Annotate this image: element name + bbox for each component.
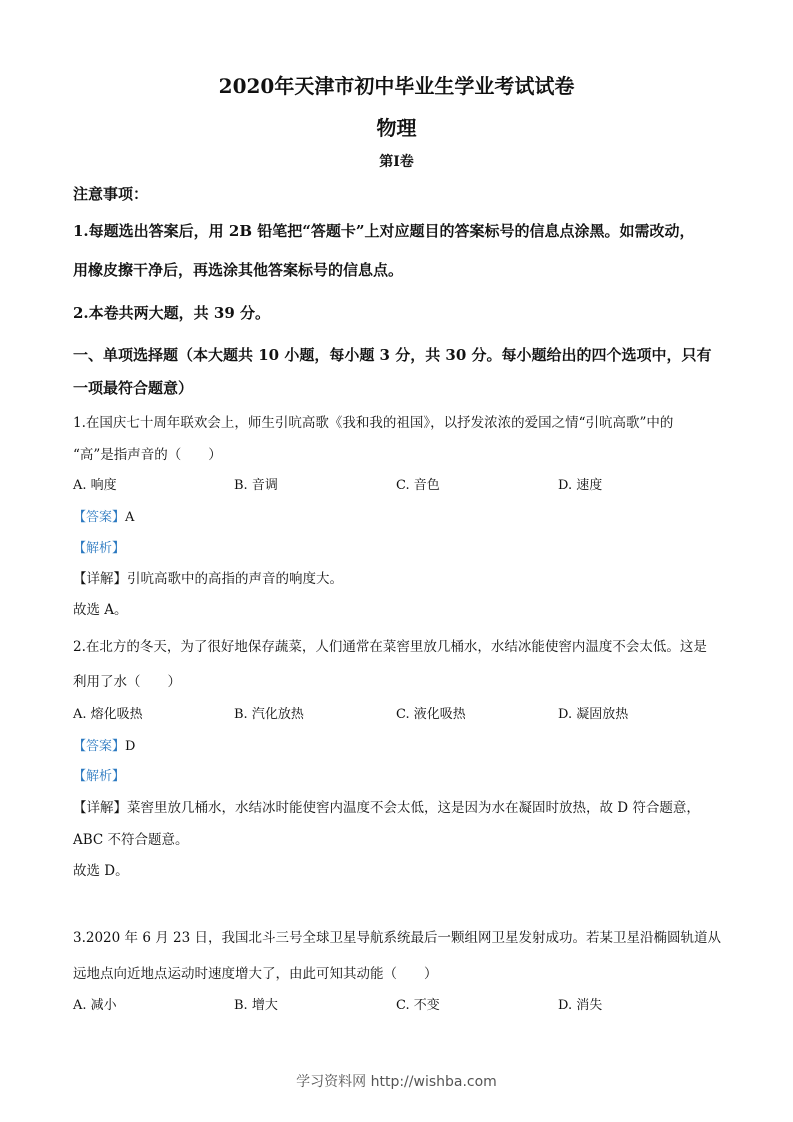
q1-option-a: A. 响度 bbox=[73, 478, 117, 493]
q3-option-c: C. 不变 bbox=[396, 998, 440, 1013]
q2-conclusion: 故选 D。 bbox=[73, 863, 129, 879]
q3-option-d: D. 消失 bbox=[558, 998, 603, 1013]
answer-tag: 【答案】 bbox=[73, 510, 126, 525]
q2-detail-line-2: ABC 不符合题意。 bbox=[73, 832, 189, 848]
q1-analysis-tag: 【解析】 bbox=[73, 541, 126, 556]
footer-watermark: 学习资料网 http://wishba.com bbox=[296, 1074, 497, 1090]
part-title: 第Ⅰ卷 bbox=[379, 154, 414, 170]
notice-item-1-line-1: 1.每题选出答案后，用 2B 铅笔把“答题卡”上对应题目的答案标号的信息点涂黑。如需改动， bbox=[73, 222, 695, 240]
q1-detail: 【详解】引吭高歌中的高指的声音的响度大。 bbox=[73, 571, 343, 587]
q1-answer bbox=[73, 506, 134, 525]
q1-conclusion: 故选 A。 bbox=[73, 602, 128, 618]
q1-option-d: D. 速度 bbox=[558, 478, 603, 493]
q3-stem-line-1: 3.2020 年 6 月 23 日，我国北斗三号全球卫星导航系统最后一颗组网卫星发射成功。若某卫星沿椭圆轨道从 bbox=[73, 930, 721, 946]
q1-option-b: B. 音调 bbox=[234, 478, 278, 493]
q3-option-b: B. 增大 bbox=[234, 998, 278, 1013]
q3-stem-line-2: 远地点向近地点运动时速度增大了，由此可知其动能（ ） bbox=[73, 966, 438, 982]
q2-option-c: C. 液化吸热 bbox=[396, 707, 466, 722]
notice-item-2: 2.本卷共两大题，共 39 分。 bbox=[73, 304, 270, 322]
q1-stem-line-1: 1.在国庆七十周年联欢会上，师生引吭高歌《我和我的祖国》，以抒发浓浓的爱国之情“引吭高歌”中的 bbox=[73, 415, 674, 431]
q1-stem-line-2: “高”是指声音的（ ） bbox=[73, 447, 222, 463]
q2-analysis-tag: 【解析】 bbox=[73, 769, 126, 784]
q2-option-d: D. 凝固放热 bbox=[558, 707, 629, 722]
answer-value: D bbox=[125, 739, 136, 754]
q2-answer bbox=[73, 735, 135, 754]
q2-stem-line-1: 2.在北方的冬天，为了很好地保存蔬菜，人们通常在菜窖里放几桶水，水结冰能使窖内温度不会太低。这是 bbox=[73, 639, 707, 655]
notice-item-1-line-2: 用橡皮擦干净后，再选涂其他答案标号的信息点。 bbox=[73, 261, 404, 279]
q2-option-a: A. 熔化吸热 bbox=[73, 707, 143, 722]
answer-value: A bbox=[125, 510, 135, 525]
notice-heading: 注意事项： bbox=[73, 185, 149, 203]
q1-option-c: C. 音色 bbox=[396, 478, 440, 493]
q2-stem-line-2: 利用了水（ ） bbox=[73, 674, 181, 690]
q2-detail-line-1: 【详解】菜窖里放几桶水，水结冰时能使窖内温度不会太低，这是因为水在凝固时放热，故 D 符合题意， bbox=[73, 800, 700, 816]
section-heading-line-2: 一项最符合题意） bbox=[73, 379, 194, 397]
q3-option-a: A. 减小 bbox=[73, 998, 117, 1013]
page-title: 2020年天津市初中毕业生学业考试试卷 bbox=[218, 74, 575, 98]
section-heading-line-1: 一、单项选择题（本大题共 10 小题，每小题 3 分，共 30 分。每小题给出的四个选项中，只有 bbox=[73, 346, 712, 364]
subject-title: 物理 bbox=[376, 116, 417, 140]
q2-option-b: B. 汽化放热 bbox=[234, 707, 304, 722]
answer-tag: 【答案】 bbox=[73, 739, 126, 754]
